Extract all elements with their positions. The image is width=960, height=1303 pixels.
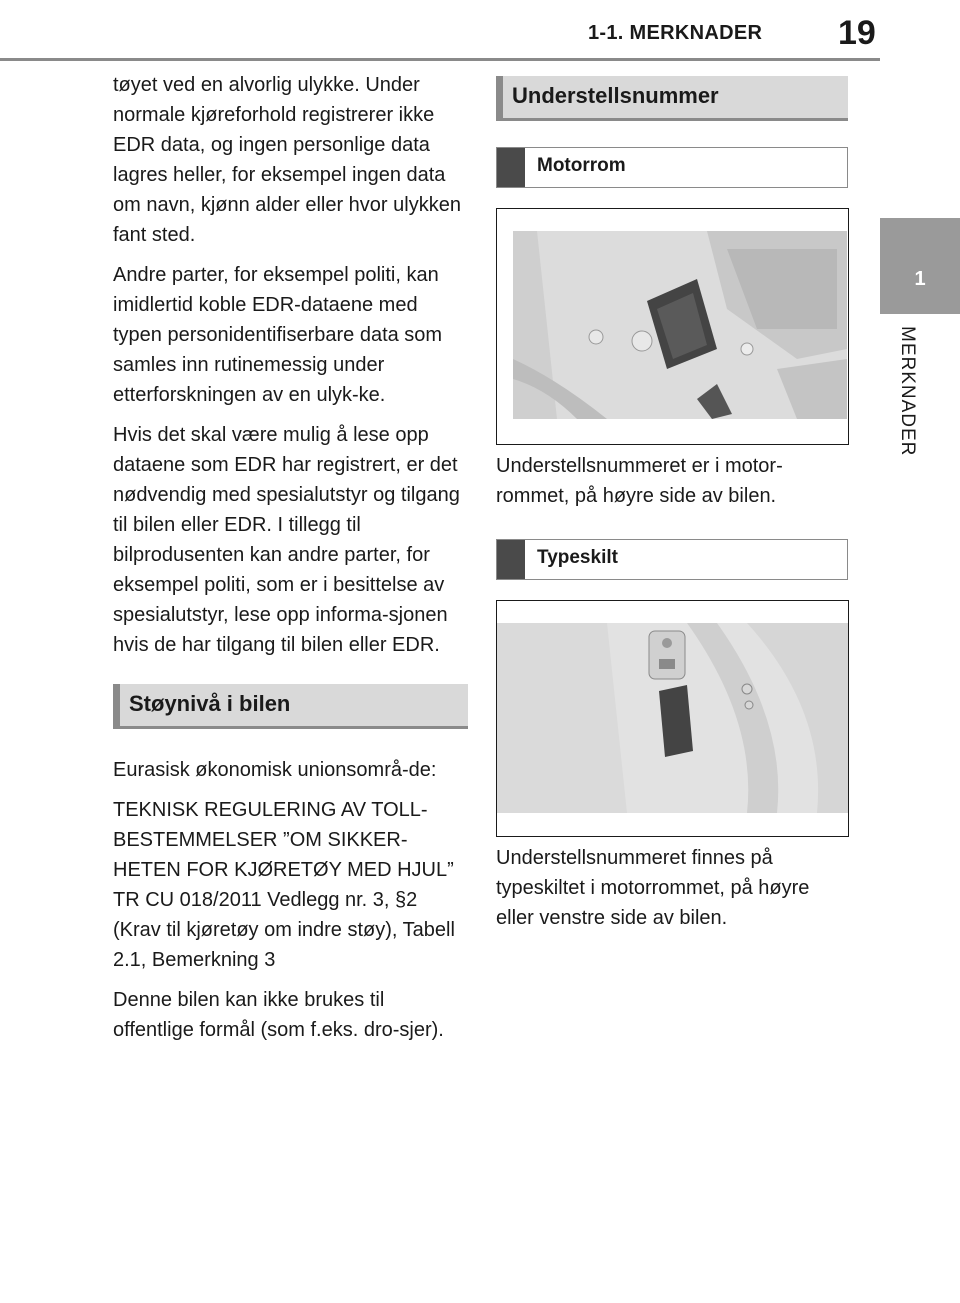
header-divider [0,58,880,61]
heading-text: Understellsnummer [512,83,719,108]
paragraph: Eurasisk økonomisk unionsområ-de: [113,759,437,781]
paragraph: Hvis det skal være mulig å lese opp dataene som EDR har registrert, er det nødvendig med spesialutstyr og tilgang til bilen eller EDR. I tillegg til bilprodusenten kan andre parter, for eksempel politi, som er i besittelse av spesialutstyr, lese opp informa-sjonen hvis de har tilgang til bilen eller EDR. [113,424,460,656]
left-column [113,70,468,1055]
right-column [496,76,848,943]
type-plate-illustration [496,600,849,837]
heading-text: Støynivå i bilen [129,691,291,716]
engine-bay-illustration [496,208,849,445]
chapter-number: 1 [914,268,926,290]
section-title: 1-1. MERKNADER [588,22,763,44]
paragraph: Andre parter, for eksempel politi, kan imidlertid koble EDR-dataene med typen personidentifiserbare data som samles inn rutinemessig under etterforskningen av en ulyk-ke. [113,264,443,406]
subheading-text: Motorrom [537,155,626,176]
paragraph: Denne bilen kan ikke brukes til offentlige formål (som f.eks. dro-sjer). [113,989,444,1041]
chapter-label: MERKNADER [897,326,918,457]
type-plate-caption: Understellsnummeret finnes på typeskiltet i motorrommet, på høyre eller venstre side av bilen. [496,847,810,929]
vin-heading [496,76,848,121]
paragraph: TEKNISK REGULERING AV TOLL-BESTEMMELSER ”OM SIKKER-HETEN FOR KJØRETØY MED HJUL” TR CU 018/2011 Vedlegg nr. 3, §2 (Krav til kjøretøy om indre støy), Tabell 2.1, Bemerkning 3 [113,799,455,971]
type-plate-subheading [496,539,848,580]
engine-bay-caption: Understellsnummeret er i motor-rommet, på høyre side av bilen. [496,455,783,507]
engine-bay-subheading [496,147,848,188]
page-number: 19 [838,14,876,52]
subheading-text: Typeskilt [537,547,618,568]
paragraph: tøyet ved en alvorlig ulykke. Under normale kjøreforhold registrerer ikke EDR data, og ingen personlige data lagres heller, for eksempel ingen data om navn, kjønn alder eller hvor ulykken fant sted. [113,74,461,246]
noise-level-heading [113,684,468,729]
chapter-tab [880,218,960,314]
